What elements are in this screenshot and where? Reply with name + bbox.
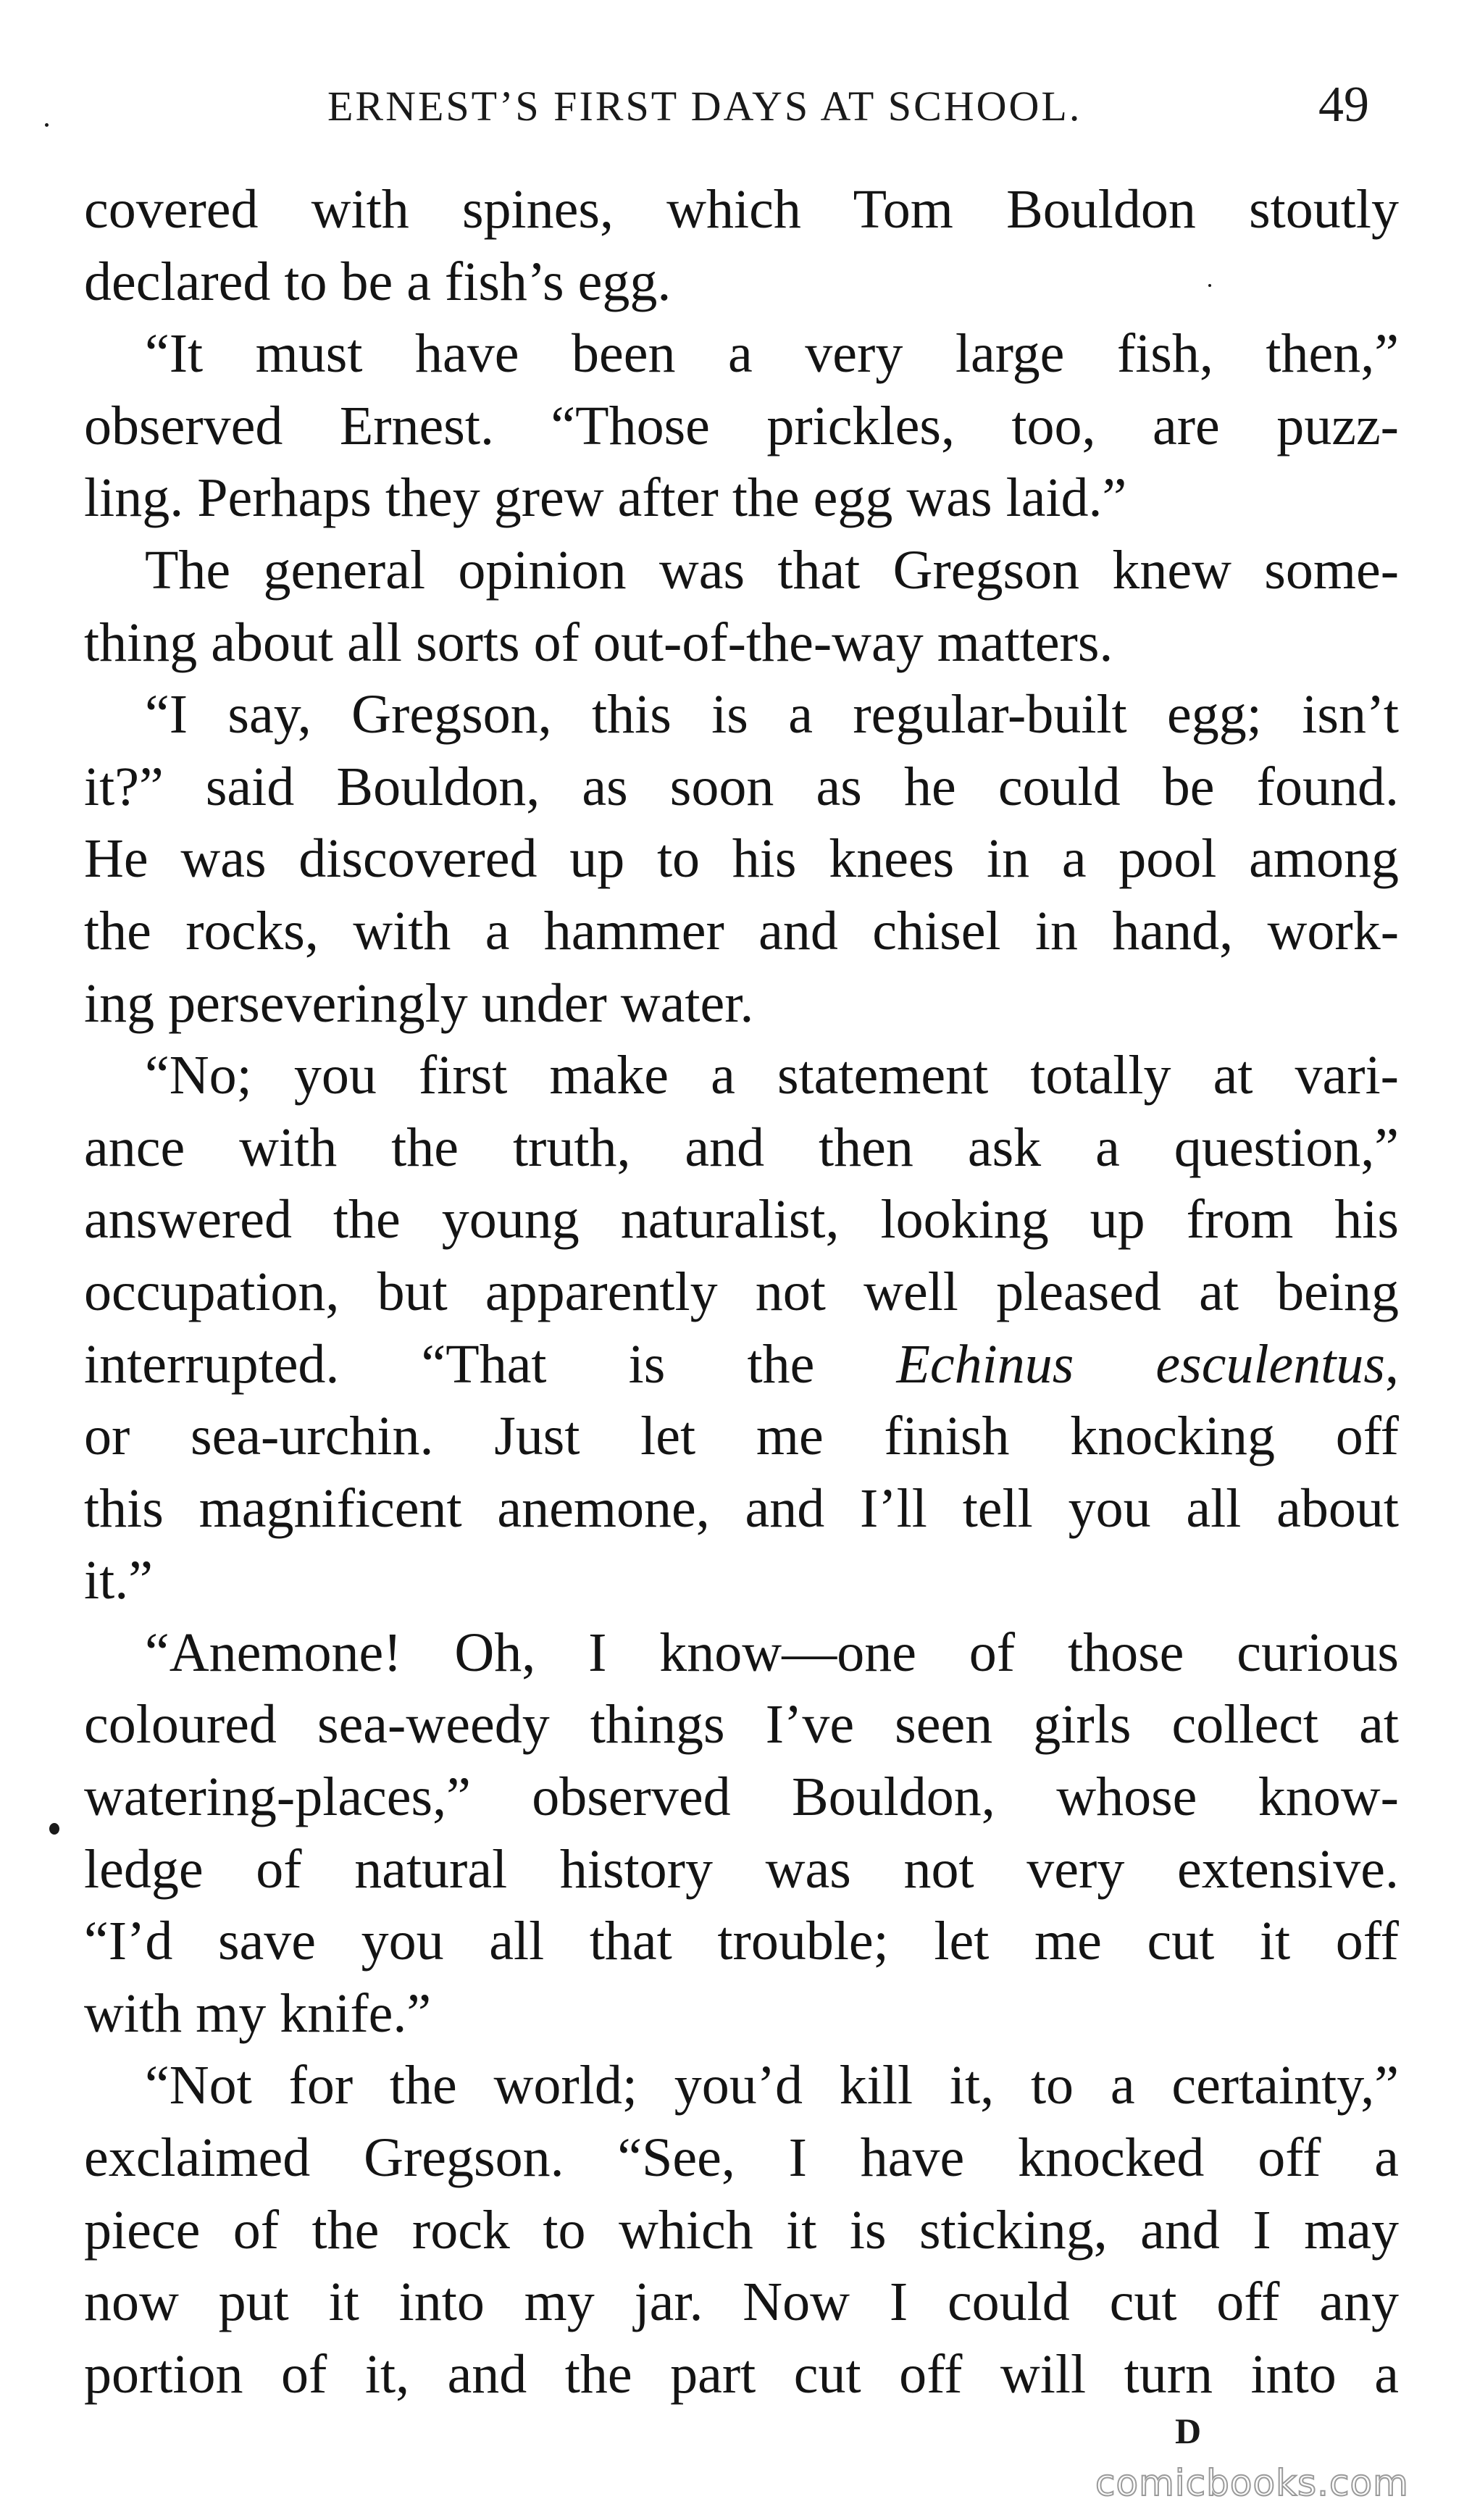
page-number: 49 <box>1318 77 1369 133</box>
ink-speck <box>45 123 49 127</box>
text-line: He was discovered up to his knees in a pool among <box>84 828 1399 890</box>
text-line: ance with the truth, and then ask a question,” <box>84 1117 1399 1178</box>
text-line: portion of it, and the part cut off will turn into a <box>84 2343 1399 2405</box>
text-line: now put it into my jar. Now I could cut off any <box>84 2271 1399 2333</box>
text-line: “I say, Gregson, this is a regular-built egg; isn’t <box>145 684 1399 746</box>
text-line: ling. Perhaps they grew after the egg was laid.” <box>84 467 1127 529</box>
text-line: coloured sea-weedy things I’ve seen girls collect at <box>84 1694 1399 1756</box>
text-line: watering-places,” observed Bouldon, whose know- <box>84 1766 1399 1828</box>
text-line: answered the young naturalist, looking up from his <box>84 1189 1399 1251</box>
signature-mark: D <box>1175 2411 1202 2451</box>
text-line: occupation, but apparently not well pleased at being <box>84 1261 1399 1322</box>
text-line: “I’d save you all that trouble; let me cut it off <box>84 1911 1399 1972</box>
watermark: comicbooks.com <box>1095 2462 1409 2504</box>
text-line: the rocks, with a hammer and chisel in hand, work- <box>84 900 1399 961</box>
text-line: ledge of natural history was not very extensive. <box>84 1838 1399 1900</box>
text-line: The general opinion was that Gregson knew some- <box>145 539 1399 601</box>
text-line: ing perseveringly under water. <box>84 972 754 1034</box>
text-line: declared to be a fish’s egg. <box>84 251 672 312</box>
text-line: “No; you first make a statement totally at vari- <box>145 1045 1399 1106</box>
running-title: ERNEST’S FIRST DAYS AT SCHOOL. <box>327 83 1082 130</box>
text-line: “Not for the world; you’d kill it, to a certainty,” <box>145 2055 1399 2116</box>
scientific-name: Echinus esculentus <box>896 1333 1385 1395</box>
text-line: piece of the rock to which it is sticking, and I may <box>84 2199 1399 2261</box>
text-line: covered with spines, which Tom Bouldon stoutly <box>84 179 1399 240</box>
text-line: this magnificent anemone, and I’ll tell you all about <box>84 1477 1399 1539</box>
body-text <box>84 174 1399 2411</box>
text-line: or sea-urchin. Just let me finish knocking off <box>84 1406 1399 1467</box>
text-line: thing about all sorts of out-of-the-way matters. <box>84 612 1113 673</box>
text-line: observed Ernest. “Those prickles, too, are puzz- <box>84 395 1399 456</box>
ink-speck <box>49 1823 59 1835</box>
text-line: “Anemone! Oh, I know—one of those curious <box>145 1622 1399 1683</box>
text-line: with my knife.” <box>84 1982 432 2044</box>
running-head <box>0 76 1472 141</box>
text-line: exclaimed Gregson. “See, I have knocked off a <box>84 2127 1399 2189</box>
ink-speck <box>1208 284 1211 287</box>
text-line: “It must have been a very large fish, then,” <box>145 323 1399 385</box>
text-line: it?” said Bouldon, as soon as he could be found. <box>84 756 1399 817</box>
text-line: it.” <box>84 1550 153 1611</box>
text-line: interrupted. “That is the Echinus esculentus, <box>84 1333 1399 1395</box>
